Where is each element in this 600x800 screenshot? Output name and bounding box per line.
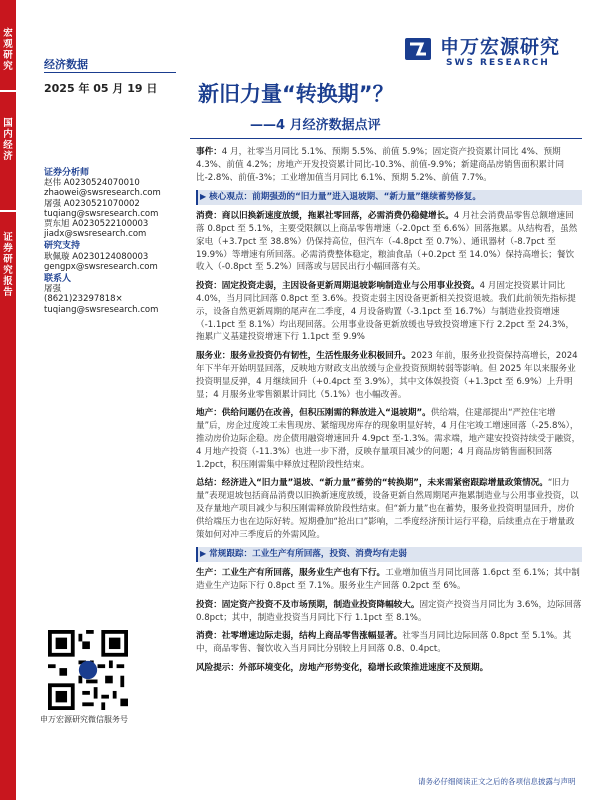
analyst-email[interactable]: tuqiang@swsresearch.com (44, 208, 159, 219)
sidebar-label-domestic: 国内经济 (3, 118, 13, 162)
qr-code-icon (48, 630, 128, 710)
sidebar-label-report: 证券研究报告 (3, 232, 13, 298)
bullet-icon: ▶ (200, 192, 207, 202)
disclaimer-footer: 请务必仔细阅读正文之后的各项信息披露与声明 (418, 777, 576, 786)
sidebar-divider (0, 210, 16, 212)
page-title: 新旧力量“转换期”？ (198, 82, 394, 106)
title-divider (190, 138, 582, 139)
production-paragraph: 生产：工业生产有所回落，服务业生产也有下行。工业增加值当月同比回落 1.6pct 至 6.1%；其中制造业生产边际下行 0.8pct 至 7.1%。服务业生产回落 0.2pct 至 6%。 (196, 568, 580, 591)
analyst-entry: 贾东旭 A0230522100003 (44, 219, 149, 230)
report-date: 2025 年 05 月 19 日 (44, 82, 158, 95)
investment-tracking-paragraph: 投资：固定资产投资不及市场预期，制造业投资降幅较大。固定资产投资当月同比为 3.6%，边际回落 0.8pct；其中，制造业投资当月同比下行 1.1pct 至 8.1%。 (196, 599, 582, 623)
services-paragraph: 服务业：服务业投资仍有韧性，生活性服务业积极回升。2023 年前，服务业投资保持高增长，2024 年下半年开始明显回落，反映地方财政支出放缓与企业投资预期转弱等影响。但 2025 年以来服务业投资明显反弹，4 月继续回升（+0.4pct 至 3.9%），其中文体娱投资（+1.3pct 至 6.9%）上升明显；4 月服务业零售额累计同比（5.1%）也小幅改善。 (196, 351, 578, 400)
sws-logo (404, 26, 580, 72)
support-heading: 研究支持 (44, 241, 81, 252)
page-subtitle: ——4 月经济数据点评 (250, 118, 381, 133)
report-body (196, 146, 582, 681)
logo-mark-icon (404, 34, 434, 64)
risk-paragraph: 风险提示：外部环境变化，房地产形势变化，稳增长政策推进速度不及预期。 (196, 662, 489, 673)
logo-text-cn: 申万宏源研究 (440, 36, 561, 58)
core-view-heading: ▶ 核心观点：前期强劲的“旧力量”进入退坡期、“新力量”继续蓄势修复。 (196, 190, 582, 205)
consumption-tracking-paragraph: 消费：社零增速边际走弱，结构上商品零售涨幅显著。社零当月同比边际回落 0.8pct 至 5.1%。其中，商品零售、餐饮收入当月同比分别较上月回落 0.8、0.4pct。 (196, 631, 572, 655)
contact-email[interactable]: tuqiang@swsresearch.com (44, 304, 159, 315)
sidebar-label-macro: 宏观研究 (3, 28, 13, 72)
analyst-heading: 证券分析师 (44, 168, 90, 178)
property-paragraph: 地产：供给问题仍在改善，但积压刚需的释放进入“退坡期”。供给端，住建部提出“严控住宅增量”后，房企过度竣工未售现房、紧缩现房库存的现象明显好转，4 月住宅竣工增速回落（-25.8%），推动房价边际企稳。房企债用融资增速回升 4.9pct 至-1.3%。需求端，地产建安投资持续受于融资，4 月地产投资（-11.3%）也进一步下滑，反映存量项目减少的问题；4 月商品房销售面积回落 1.2pct，积压刚需集中释放过程阶段性结束。 (196, 408, 581, 470)
contact-name: 屠强 (44, 284, 62, 295)
logo-text-en: SWS RESEARCH (446, 58, 550, 68)
support-email[interactable]: gengpx@swsresearch.com (44, 261, 158, 272)
summary-paragraph: 总结：经济进入“旧力量”退坡、“新力量”蓄势的“转换期”，未来需紧密跟踪增量政策情况。“旧力量”表现退坡包括商品消费以旧换新速度放缓，设备更新自然周期尾声拖累制造业与公用事业投资，以及存量地产项目减少与积压刚需释放阶段性结束。但“新力量”也在蓄势，服务业投资明显回升，房价供给端压力也在边际好转。短期叠加“抢出口”影响，二季度经济预计运行平稳，后续重点在于增量政策如何对冲三季度后的外需风险。 (196, 478, 579, 540)
tracking-heading: ▶ 常规跟踪：工业生产有所回落，投资、消费均有走弱 (196, 547, 582, 562)
analyst-entry: 屠强 A0230521070002 (44, 198, 140, 209)
report-category: 经济数据 (44, 58, 88, 71)
category-divider (44, 72, 176, 73)
bullet-icon: ▶ (200, 549, 207, 559)
sidebar-divider (0, 90, 16, 92)
analyst-panel (44, 166, 184, 315)
analyst-entry: 赵伟 A0230524070010 (44, 178, 140, 189)
qr-caption: 申万宏源研究微信服务号 (40, 715, 128, 724)
contact-phone: (8621)23297818× (44, 294, 123, 305)
investment-paragraph: 投资：固定投资走弱，主因设备更新周期退坡影响制造业与公用事业投资。4 月固定投资累计同比 4.0%，当月同比回落 0.8pct 至 3.6%。投资走弱主因设备更新相关投资退坡。我们此前领先指标提示，设备自然更新周期的尾声在二季度，4 月设备购置（-3.1pct 至 16.7%）与制造业投资增速（-1.1pct 至 8.1%）均出现回落。公用事业设备更新放缓也导致投资增速下行 2.2pct 至 24.3%，拖累广义基建投资增速下行 1.1pct 至 9.9% (196, 281, 576, 343)
consumption-paragraph: 消费：商以旧换新速度放缓，拖累社零回落，必需消费仍稳健增长。4 月社会消费品零售总额增速回落 0.8pct 至 5.1%，主要受限额以上商品零售增速（-2.0pct 至 6.6%）回落拖累。从结构看，虽然家电（+3.7pct 至 38.8%）仍保持高位，但汽车（-4.8pct 至 0.7%）、通讯器材（-8.7pct 至 19.9%）等增速有所回落。必需消费整体稳定，粮油食品（+0.2pct 至 14.0%）保持高增长；餐饮收入（-0.8pct 至 5.2%）回落或与居民出行小幅回落有关。 (196, 211, 578, 273)
contact-heading: 联系人 (44, 274, 72, 285)
events-paragraph: 事件：4 月，社零当月同比 5.1%、预期 5.5%、前值 5.9%；固定资产投资累计同比 4%、预期 4.3%、前值 4.2%；房地产开发投资累计同比-10.3%、前值-9.9%；新建商品房销售面积累计同比-2.8%、前值-3%；工业增加值当月同比 6.1%、预期 5.2%、前值 7.7%。 (196, 147, 565, 183)
support-entry: 耿佩璇 A0230124080003 (44, 251, 149, 262)
analyst-email[interactable]: jiadx@swsresearch.com (44, 229, 147, 240)
analyst-email[interactable]: zhaowei@swsresearch.com (44, 188, 161, 199)
